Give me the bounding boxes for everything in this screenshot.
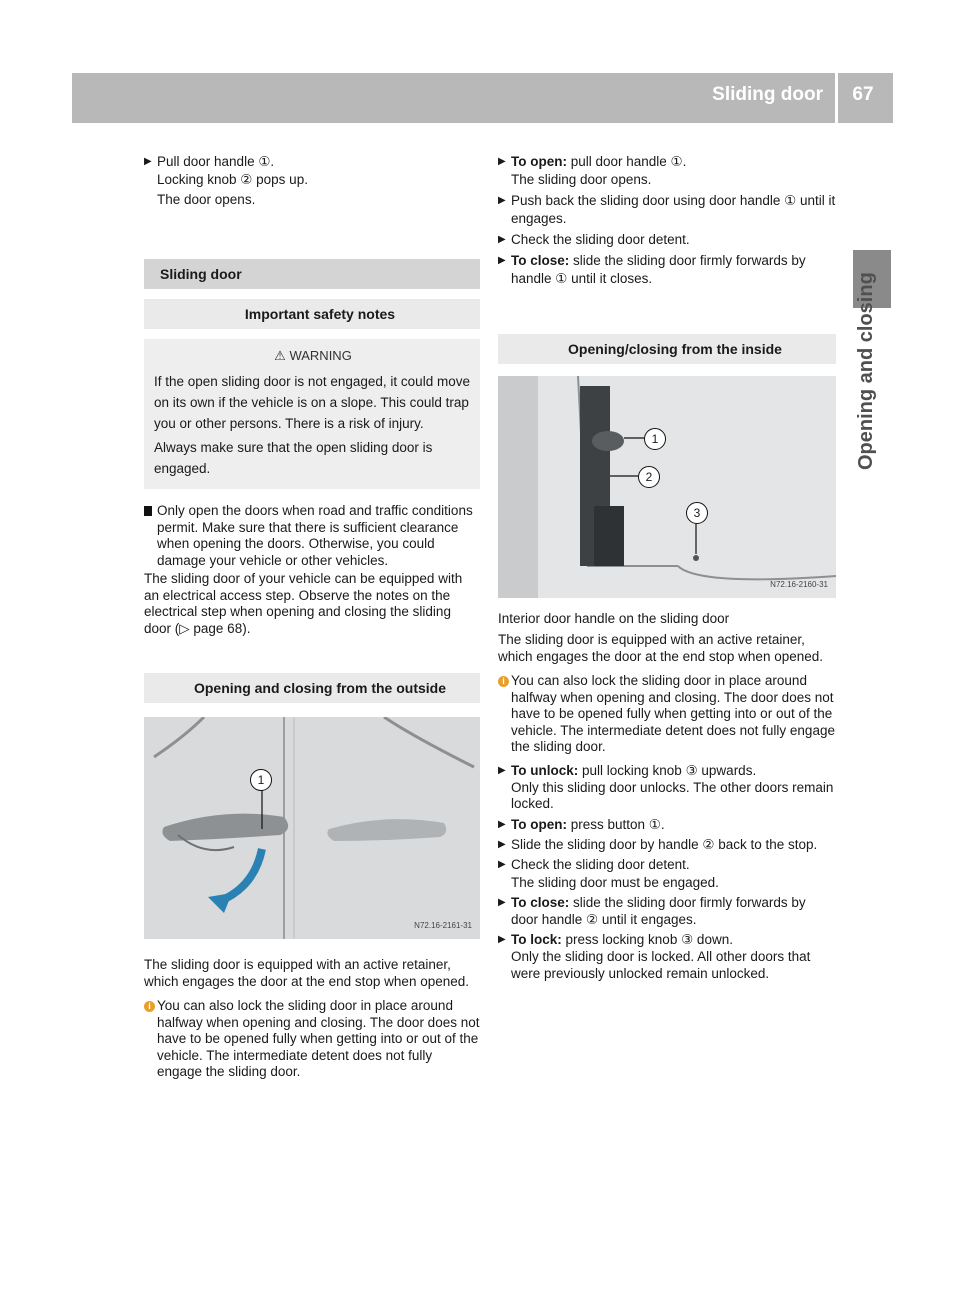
- arrow-icon: ▶: [498, 234, 506, 245]
- step-to-unlock: ▶ To unlock: pull locking knob ③ upwards.: [498, 762, 757, 778]
- arrow-icon: ▶: [498, 897, 506, 908]
- caution-note: Only open the doors when road and traffic conditions permit. Make sure that there is sufficient clearance when opening the doors. Otherwise, you could damage your vehicle or other vehicles.: [144, 503, 480, 569]
- step-to-lock: ▶ To lock: press locking knob ③ down.: [498, 932, 733, 947]
- arrow-icon: ▶: [498, 859, 506, 870]
- figure-inside-handle: [498, 376, 836, 598]
- warning-header: ⚠ WARNING: [274, 348, 352, 363]
- section-title: Sliding door: [144, 259, 480, 289]
- figure-outside-handle: [144, 717, 480, 939]
- step-note: Only this sliding door unlocks. The other doors remain locked.: [511, 779, 834, 811]
- info-icon: i: [498, 676, 509, 687]
- step-note: The door opens.: [157, 192, 256, 207]
- callout-1: 1: [644, 428, 666, 450]
- info-note: i You can also lock the sliding door in place around halfway when opening and closing. The door does not have to be opened fully when getting into or out of the vehicle. The intermediate detent does not fully engage the sliding door.: [144, 998, 480, 1081]
- callout-1: 1: [250, 769, 272, 791]
- step-note: The sliding door opens.: [511, 172, 652, 187]
- subsection-title: Important safety notes: [144, 299, 480, 329]
- arrow-icon: ▶: [498, 838, 506, 850]
- figure-code: N72.16-2161-31: [414, 921, 472, 930]
- paragraph: The sliding door is equipped with an active retainer, which engages the door at the end stop when opened.: [144, 957, 469, 989]
- step-to-close-inside: ▶ To close: slide the sliding door firmly forwards by door handle ② until it engages.: [498, 895, 806, 927]
- info-note: i You can also lock the sliding door in place around halfway when opening and closing. The door does not have to be opened fully when getting into or out of the vehicle. The intermediate detent does not fully engage the sliding door.: [498, 673, 836, 756]
- warning-triangle-icon: ⚠: [274, 348, 286, 363]
- step-slide-back: ▶ Slide the sliding door by handle ② back to the stop.: [498, 836, 818, 852]
- warning-text: If the open sliding door is not engaged, it could move on its own if the vehicle is on a slope. This could trap you or other persons. There is a risk of injury.: [154, 374, 470, 431]
- outside-door-illustration: [144, 717, 480, 939]
- step-to-close: ▶ To close: slide the sliding door firmly forwards by handle ① until it closes.: [498, 253, 806, 286]
- step-pull-handle: ▶ Pull door handle ①.: [144, 154, 275, 169]
- step-check-detent: ▶ Check the sliding door detent.: [498, 232, 690, 247]
- step-note: Locking knob ② pops up.: [157, 172, 308, 187]
- warning-text: Always make sure that the open sliding door is engaged.: [154, 440, 433, 476]
- page-number: 67: [852, 84, 874, 105]
- subsection-title: Opening and closing from the outside: [144, 673, 480, 703]
- step-push-back: ▶ Push back the sliding door using door handle ① until it engages.: [498, 193, 836, 226]
- arrow-icon: ▶: [144, 156, 152, 167]
- arrow-icon: ▶: [498, 818, 506, 830]
- step-note: Only the sliding door is locked. All other doors that were previously unlocked remain unlocked.: [511, 949, 811, 981]
- step-to-open-inside: ▶ To open: press button ①.: [498, 816, 665, 832]
- step-check-detent: ▶ Check the sliding door detent.: [498, 857, 690, 872]
- arrow-icon: ▶: [498, 255, 506, 266]
- running-header-title: Sliding door: [712, 84, 823, 105]
- paragraph: The sliding door is equipped with an active retainer, which engages the door at the end stop when opened.: [498, 632, 823, 664]
- figure-code: N72.16-2160-31: [770, 580, 828, 589]
- callout-2: 2: [638, 466, 660, 488]
- paragraph: The sliding door of your vehicle can be equipped with an electrical access step. Observe the notes on the electrical step when opening and closing the sliding door (▷ page 68).: [144, 571, 463, 636]
- step-note: The sliding door must be engaged.: [511, 875, 719, 890]
- arrow-icon: ▶: [498, 934, 506, 945]
- step-to-open: ▶ To open: pull door handle ①.: [498, 154, 687, 169]
- right-column: [498, 153, 836, 982]
- left-column: [144, 153, 480, 1081]
- caution-icon: [144, 506, 152, 516]
- chapter-label: Opening and closing: [855, 272, 877, 470]
- warning-box: [144, 339, 480, 489]
- arrow-icon: ▶: [498, 764, 506, 776]
- arrow-icon: ▶: [498, 195, 506, 206]
- arrow-icon: ▶: [498, 156, 506, 167]
- figure-caption: Interior door handle on the sliding door: [498, 611, 730, 626]
- callout-3: 3: [686, 502, 708, 524]
- subsection-title: Opening/closing from the inside: [498, 334, 836, 364]
- info-icon: i: [144, 1001, 155, 1012]
- inside-door-illustration: [498, 376, 836, 598]
